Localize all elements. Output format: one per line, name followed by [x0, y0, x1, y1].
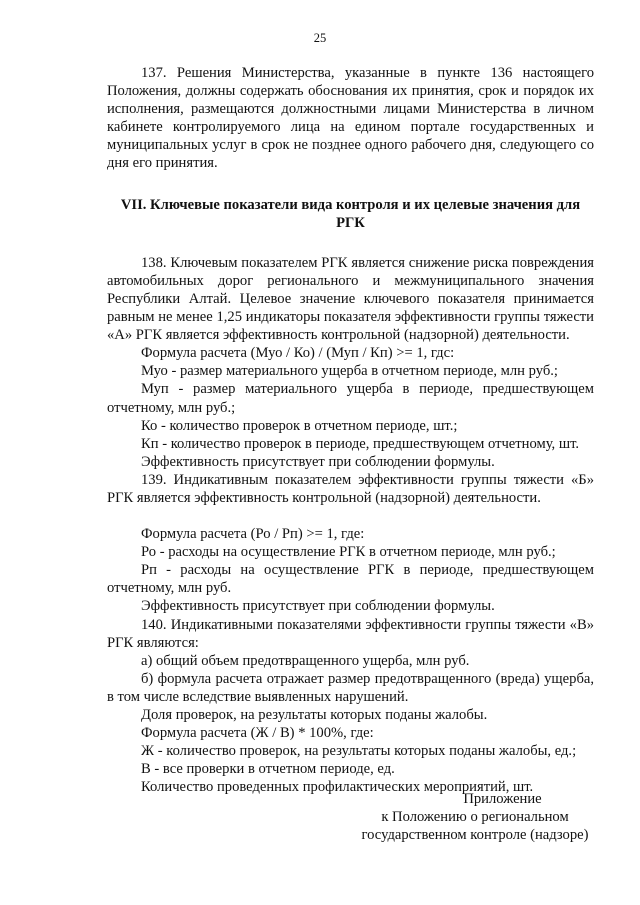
formula-line: Формула расчета (Ж / В) * 100%, где:: [141, 725, 374, 742]
efficiency-note: Эффективность присутствует при соблюдении формулы.: [141, 598, 495, 615]
formula-line: Формула расчета (Ро / Рп) >= 1, где:: [141, 526, 365, 543]
definition-line: Кп - количество проверок в периоде, предшествующем отчетному, шт.: [141, 435, 580, 452]
definition-line: Ро - расходы на осуществление РГК в отчетном периоде, млн руб.;: [141, 544, 556, 561]
appendix-line: государственном контроле (надзоре): [361, 827, 589, 844]
appendix-line: к Положению о региональном: [381, 809, 569, 826]
definition-line: Муп - размер материального ущерба в периоде, предшествующем отчетному, млн руб.;: [107, 381, 594, 416]
definition-line: Ко - количество проверок в отчетном периоде, шт.;: [141, 417, 458, 434]
efficiency-note: Эффективность присутствует при соблюдении формулы.: [141, 453, 495, 470]
appendix-block: [330, 790, 620, 844]
paragraph-137: 137. Решения Министерства, указанные в пункте 136 настоящего Положения, должны содержать обоснования их принятия, срок и порядок их исполнения, размещаются должностными лицами Министерства в личном кабинете контролируемого лица на едином портале государственных и муниципальных услуг в срок не позднее одного рабочего дня, следующего со дня его принятия.: [107, 65, 594, 172]
list-item: б) формула расчета отражает размер предотвращенного (вреда) ущерба, в том числе вследствие выявленных нарушений.: [107, 670, 594, 705]
definition-line: Муо - размер материального ущерба в отчетном периоде, млн руб.;: [141, 363, 558, 380]
definition-line: В - все проверки в отчетном периоде, ед.: [141, 761, 395, 778]
text-line: Количество проведенных профилактических мероприятий, шт.: [141, 779, 534, 796]
page-number: 25: [313, 31, 327, 45]
list-item: а) общий объем предотвращенного ущерба, млн руб.: [141, 652, 470, 669]
paragraph-138: 138. Ключевым показателем РГК является снижение риска повреждения автомобильных дорог регионального и межмуниципального значения Республики Алтай. Целевое значение ключевого показателя принимается равным не менее 1,25 индикаторы показателя эффективности группы тяжести «А» РГК является эффективность контрольной (надзорной) деятельности.: [107, 254, 594, 344]
text-line: Доля проверок, на результаты которых поданы жалобы.: [141, 707, 488, 723]
section-heading: VII. Ключевые показатели вида контроля и их целевые значения для РГК: [120, 196, 581, 231]
formula-line: Формула расчета (Муо / Ко) / (Муп / Кп) >= 1, гдс:: [141, 345, 455, 362]
paragraph-139: 139. Индикативным показателем эффективности группы тяжести «Б» РГК является эффективность контрольной (надзорной) деятельности.: [107, 471, 594, 506]
blank-line: [107, 507, 594, 525]
paragraph-140: 140. Индикативными показателями эффективности группы тяжести «В» РГК являются:: [107, 616, 594, 651]
appendix-title: Приложение: [463, 791, 542, 807]
document-body: [107, 64, 594, 796]
definition-line: Рп - расходы на осуществление РГК в периоде, предшествующем отчетному, млн руб.: [107, 562, 594, 597]
definition-line: Ж - количество проверок, на результаты которых поданы жалобы, ед.;: [141, 743, 577, 760]
